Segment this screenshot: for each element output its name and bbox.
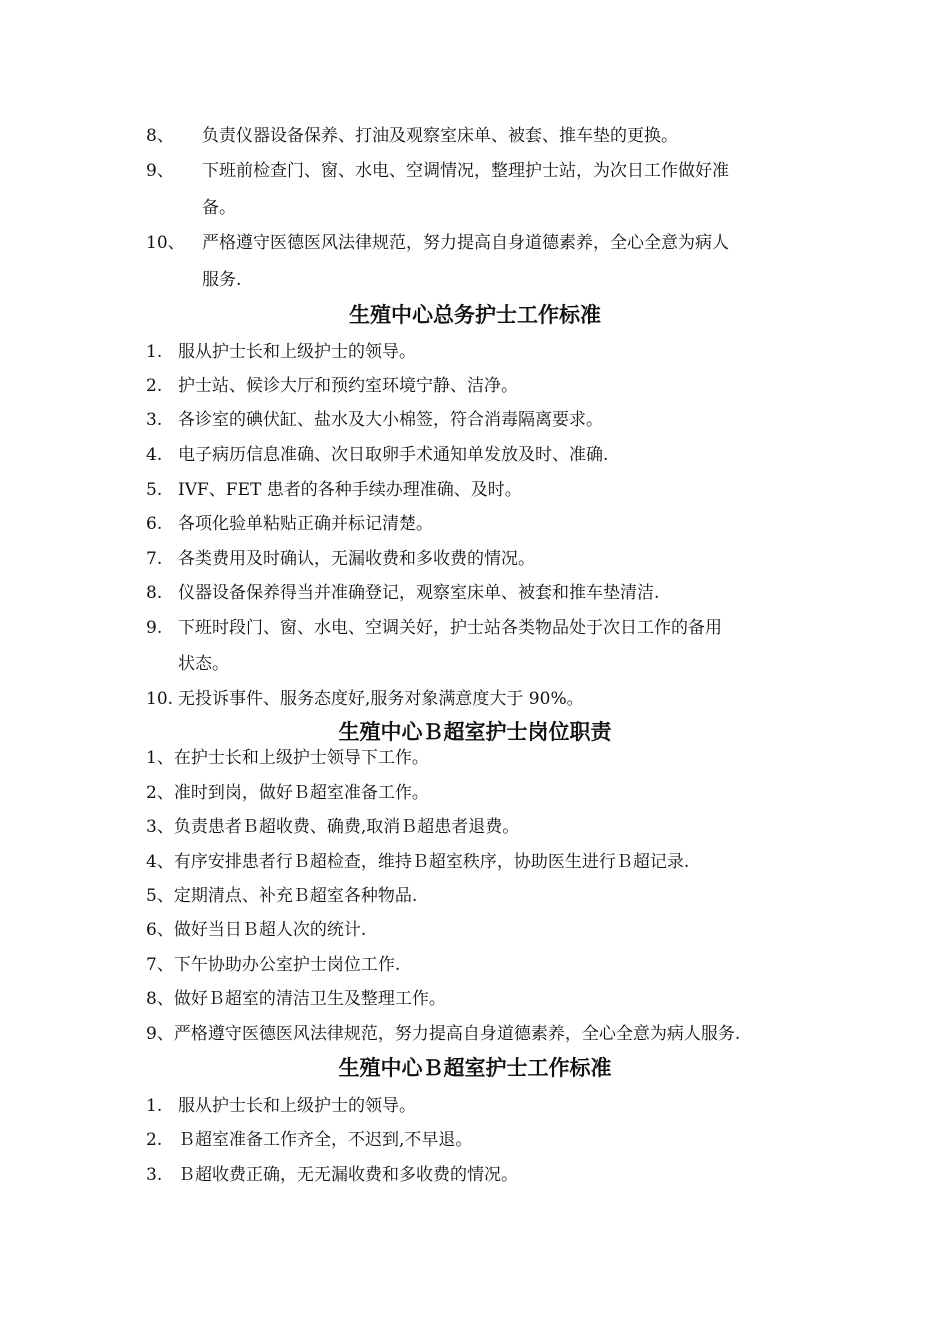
list-item-text: 备。 bbox=[202, 198, 236, 218]
list-item-number: 10. bbox=[146, 689, 174, 709]
list-item-text: 严格遵守医德医风法律规范，努力提高自身道德素养，全心全意为病人 bbox=[202, 233, 729, 253]
list-item-number: 9、 bbox=[146, 161, 174, 181]
list-item-number: 2. bbox=[146, 1130, 163, 1150]
list-item: 8、做好Ｂ超室的清洁卫生及整理工作。 bbox=[146, 989, 446, 1009]
list-item-number: 10、 bbox=[146, 233, 185, 253]
list-item-text: 服从护士长和上级护士的领导。 bbox=[178, 1096, 416, 1116]
list-item-number: 1. bbox=[146, 342, 163, 362]
list-item-text: 电子病历信息准确、次日取卵手术通知单发放及时、准确. bbox=[178, 445, 609, 465]
list-item-text: 各类费用及时确认，无漏收费和多收费的情况。 bbox=[178, 549, 535, 569]
list-item-text: 负责仪器设备保养、打油及观察室床单、被套、推车垫的更换。 bbox=[202, 126, 678, 146]
list-item-number: 1. bbox=[146, 1096, 163, 1116]
list-item-number: 9. bbox=[146, 618, 163, 638]
list-item-text: 下班前检查门、窗、水电、空调情况，整理护士站，为次日工作做好准 bbox=[202, 161, 729, 181]
list-item: 1、在护士长和上级护士领导下工作。 bbox=[146, 748, 429, 768]
list-item-text: 服务. bbox=[202, 270, 242, 290]
list-item-number: 5. bbox=[146, 480, 163, 500]
list-item: 6、做好当日Ｂ超人次的统计. bbox=[146, 920, 367, 940]
list-item-number: 8. bbox=[146, 583, 163, 603]
list-item-number: 4. bbox=[146, 445, 163, 465]
list-item: 9、严格遵守医德医风法律规范，努力提高自身道德素养，全心全意为病人服务. bbox=[146, 1024, 741, 1044]
list-item: 4、有序安排患者行Ｂ超检查，维持Ｂ超室秩序，协助医生进行Ｂ超记录. bbox=[146, 852, 690, 872]
list-item: 7、下午协助办公室护士岗位工作. bbox=[146, 955, 401, 975]
list-item-text: 无投诉事件、服务态度好,服务对象满意度大于 90%。 bbox=[178, 689, 584, 709]
section-title: 生殖中心Ｂ超室护士工作标准 bbox=[338, 1056, 612, 1080]
list-item: 2、准时到岗，做好Ｂ超室准备工作。 bbox=[146, 783, 429, 803]
list-item-text: 各项化验单粘贴正确并标记清楚。 bbox=[178, 514, 433, 534]
list-item-text: IVF、FET 患者的各种手续办理准确、及时。 bbox=[178, 480, 522, 500]
list-item-number: 3. bbox=[146, 410, 163, 430]
section-title: 生殖中心Ｂ超室护士岗位职责 bbox=[338, 720, 612, 744]
list-item-number: 3. bbox=[146, 1165, 163, 1185]
list-item-number: 6. bbox=[146, 514, 163, 534]
list-item-number: 7. bbox=[146, 549, 163, 569]
section-title: 生殖中心总务护士工作标准 bbox=[349, 303, 601, 327]
list-item-text: Ｂ超室准备工作齐全，不迟到,不早退。 bbox=[178, 1130, 473, 1150]
list-item-text: 服从护士长和上级护士的领导。 bbox=[178, 342, 416, 362]
list-item: 3、负责患者Ｂ超收费、确费,取消Ｂ超患者退费。 bbox=[146, 817, 520, 837]
list-item-text: 状态。 bbox=[178, 654, 229, 674]
list-item-text: 下班时段门、窗、水电、空调关好，护士站各类物品处于次日工作的备用 bbox=[178, 618, 722, 638]
list-item-number: 8、 bbox=[146, 126, 174, 146]
list-item-text: Ｂ超收费正确，无无漏收费和多收费的情况。 bbox=[178, 1165, 518, 1185]
list-item-text: 护士站、候诊大厅和预约室环境宁静、洁净。 bbox=[178, 376, 518, 396]
list-item-text: 仪器设备保养得当并准确登记，观察室床单、被套和推车垫清洁. bbox=[178, 583, 660, 603]
list-item: 5、定期清点、补充Ｂ超室各种物品. bbox=[146, 886, 418, 906]
list-item-number: 2. bbox=[146, 376, 163, 396]
list-item-text: 各诊室的碘伏缸、盐水及大小棉签，符合消毒隔离要求。 bbox=[178, 410, 603, 430]
